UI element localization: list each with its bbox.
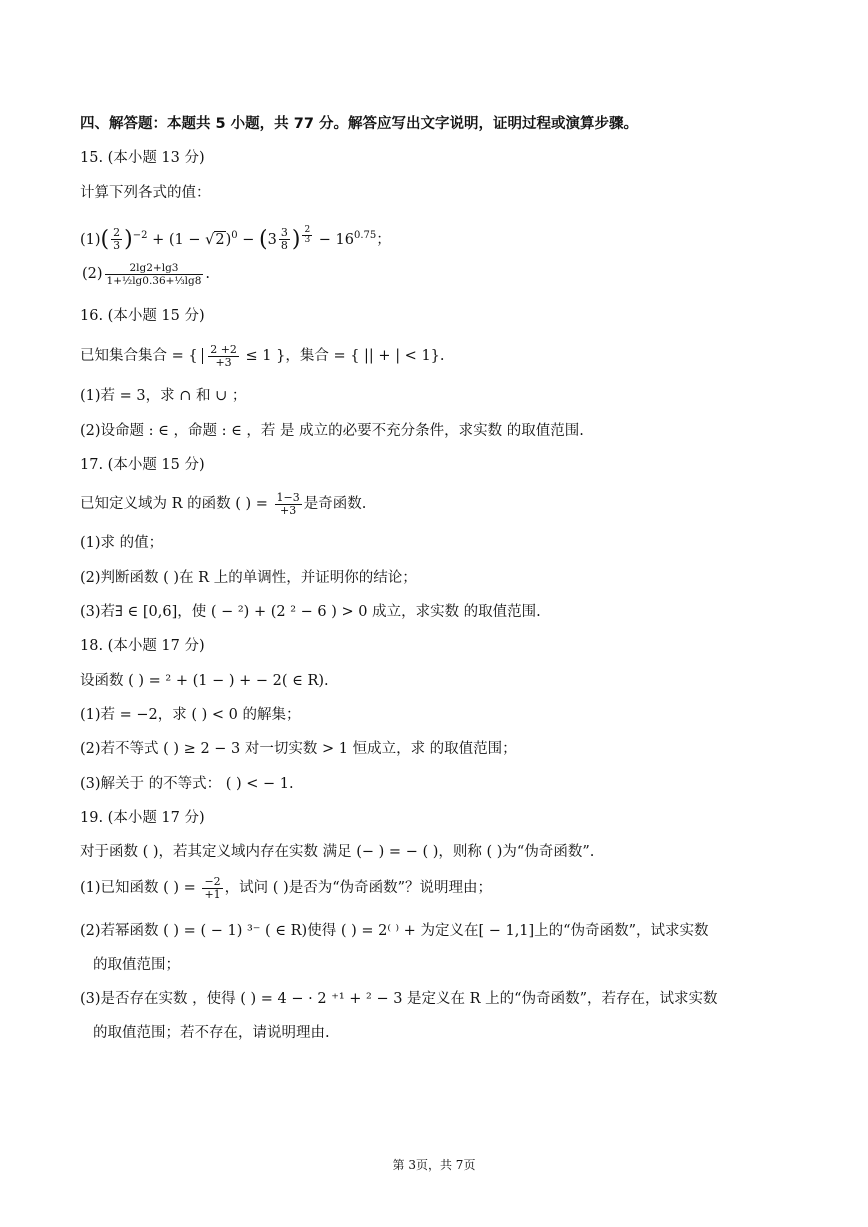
q17-part2: (2)判断函数 ( )在 R 上的单调性，并证明你的结论； [80,570,417,586]
q16-header: 16. (本小题 15 分) [80,308,205,324]
q16-statement: 已知集合集合 = { $\frac{2 +2}{+3}$ ≤ 1 }，集合 = { || + | < 1}. [80,342,445,369]
q19-part2: (2)若幂函数 ( ) = ( − 1) ³⁻ ( ∈ R)使得 ( ) = 2⁽ ⁾ + 为定义在[ − 1,1]上的“伪奇函数”，试求实数 [80,923,709,939]
q18-part1: (1)若 = −2，求 ( ) < 0 的解集； [80,707,301,723]
q19-part3: (3)是否存在实数 ，使得 ( ) = 4 − · 2 ⁺¹ + ² − 3 是定义在 R 上的“伪奇函数”，若存在，试求实数 [80,991,718,1007]
q15-p1-frac: $\frac{2}{3}$ [113,226,121,253]
q16-part2: (2)设命题 : ∈ ，命题 : ∈ ，若 是 成立的必要不充分条件，求实数 的取值范围. [80,423,584,439]
q15-part2: (2) $\frac{2\lg 2+\lg 3}{\text{1+½lg0.36+⅓lg8}}$ . [82,261,211,287]
section-title: 四、解答题：本题共 5 小题，共 77 分。解答应写出文字说明，证明过程或演算步骤。 [80,116,638,132]
q18-statement: 设函数 ( ) = ² + (1 − ) + − 2( ∈ R). [80,673,329,689]
q17-statement: 已知定义域为 R 的函数 ( ) = $\frac{1-3}{+3}$ 是奇函数. [80,490,367,517]
q15-part1: (1)( $\frac{2}{3}$ )$^{-2} + (1 - √2)^0 - (3$ $\frac{3}{8}$ ) $^{\frac{2}{3}}$ − $16^{0.75}$； [80,225,391,253]
q18-header: 18. (本小题 17 分) [80,638,205,654]
q17-part1: (1)求 的值； [80,535,164,551]
q15-p1-label: (1) [80,231,101,248]
q17-part3: (3)若∃ ∈ [0,6]，使 ( − ²) + (2 ² − 6 ) > 0 成立，求实数 的取值范围. [80,604,541,620]
q16-part1: (1)若 = 3，求 ∩ 和 ∪ ； [80,388,247,404]
q19-part2-cont: 的取值范围； [93,957,180,973]
q19-header: 19. (本小题 17 分) [80,810,205,826]
q15-header: 15. (本小题 13 分) [80,150,205,166]
q17-header: 17. (本小题 15 分) [80,457,205,473]
page-footer: 第 3页，共 7页 [392,1158,476,1172]
q19-part3-cont: 的取值范围；若不存在，请说明理由. [93,1025,330,1041]
q19-statement: 对于函数 ( )，若其定义域内存在实数 满足 (− ) = − ( )，则称 ( )为“伪奇函数”. [80,844,595,860]
q18-part3: (3)解关于 的不等式： ( ) < − 1. [80,776,294,792]
q18-part2: (2)若不等式 ( ) ≥ 2 − 3 对一切实数 > 1 恒成立，求 的取值范围； [80,741,517,757]
q19-part1: (1)已知函数 ( ) = $\frac{-2}{+1}$ ，试问 ( )是否为“伪奇函数”？说明理由； [80,874,493,901]
q15-intro: 计算下列各式的值： [80,185,211,201]
